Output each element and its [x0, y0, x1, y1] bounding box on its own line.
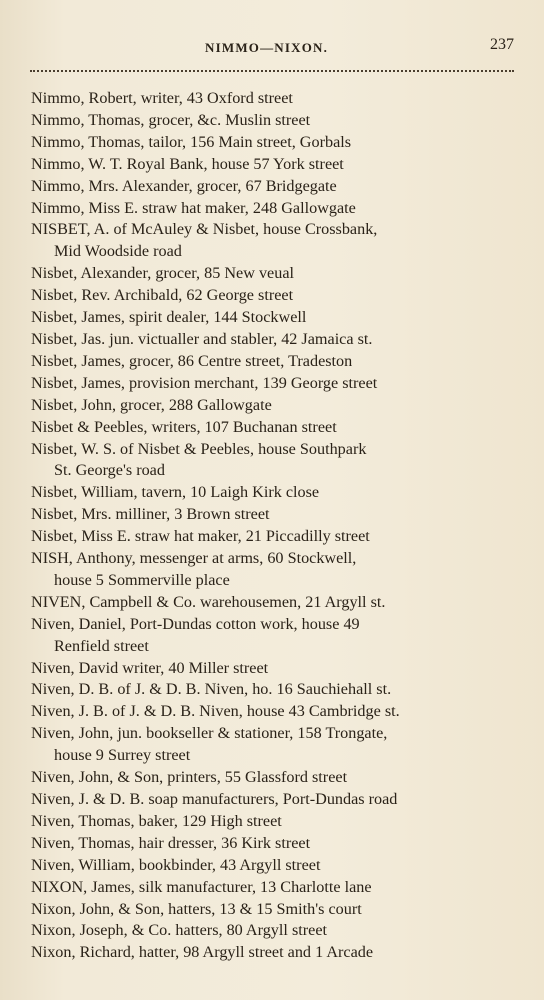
- entry-niven-john-jun-continued: house 9 Surrey street: [54, 746, 191, 765]
- entry-nimmo-robert: Nimmo, Robert, writer, 43 Oxford street: [31, 89, 293, 107]
- entry-nish-anthony-continued: house 5 Sommerville place: [54, 570, 230, 589]
- entry-nisbet-miss-e: Nisbet, Miss E. straw hat maker, 21 Piccadilly street: [31, 527, 370, 546]
- entry-nimmo-wt: Nimmo, W. T. Royal Bank, house 57 York street: [31, 154, 344, 173]
- entry-nisbet-mrs: Nisbet, Mrs. milliner, 3 Brown street: [31, 505, 270, 524]
- header-rule: [30, 70, 514, 72]
- entry-niven-thomas-baker: Niven, Thomas, baker, 129 High street: [31, 811, 282, 830]
- entry-nimmo-thomas-grocer: Nimmo, Thomas, grocer, &c. Muslin street: [31, 110, 311, 129]
- entry-nimmo-mrs-alexander: Nimmo, Mrs. Alexander, grocer, 67 Bridgegate: [31, 176, 337, 195]
- entry-niven-daniel-continued: Renfield street: [54, 636, 149, 655]
- page-number: 237: [490, 36, 514, 53]
- entry-nimmo-thomas-tailor: Nimmo, Thomas, tailor, 156 Main street, Gorbals: [31, 132, 352, 151]
- entry-niven-campbell: NIVEN, Campbell & Co. warehousemen, 21 Argyll st.: [31, 592, 386, 611]
- entry-nixon-john: Nixon, John, & Son, hatters, 13 & 15 Smith's court: [31, 899, 362, 918]
- entry-nisbet-james-provision: Nisbet, James, provision merchant, 139 George street: [31, 373, 378, 392]
- entry-nisbet-ws: Nisbet, W. S. of Nisbet & Peebles, house Southpark: [31, 439, 367, 458]
- entry-niven-john-son: Niven, John, & Son, printers, 55 Glassford street: [31, 768, 348, 787]
- entry-nisbet-peebles: Nisbet & Peebles, writers, 107 Buchanan street: [31, 417, 337, 436]
- entry-niven-david: Niven, David writer, 40 Miller street: [31, 658, 269, 677]
- entry-niven-jb: Niven, J. B. of J. & D. B. Niven, house 43 Cambridge st.: [31, 702, 400, 721]
- entry-nimmo-miss-e: Nimmo, Miss E. straw hat maker, 248 Gallowgate: [31, 198, 356, 217]
- page-header: [0, 36, 544, 60]
- entry-niven-thomas-hair: Niven, Thomas, hair dresser, 36 Kirk street: [31, 833, 311, 852]
- entry-niven-john-jun: Niven, John, jun. bookseller & stationer, 158 Trongate,: [31, 724, 388, 743]
- entry-nish-anthony: NISH, Anthony, messenger at arms, 60 Stockwell,: [31, 549, 357, 568]
- entry-niven-jdb: Niven, J. & D. B. soap manufacturers, Port-Dundas road: [31, 790, 398, 808]
- entry-niven-william: Niven, William, bookbinder, 43 Argyll street: [31, 855, 321, 874]
- entry-nisbet-a: NISBET, A. of McAuley & Nisbet, house Crossbank,: [31, 220, 378, 239]
- entry-nixon-james: NIXON, James, silk manufacturer, 13 Charlotte lane: [31, 877, 372, 896]
- entry-nixon-joseph: Nixon, Joseph, & Co. hatters, 80 Argyll street: [31, 921, 327, 940]
- running-head: NIMMO—NIXON.: [205, 40, 329, 55]
- entry-nisbet-william: Nisbet, William, tavern, 10 Laigh Kirk close: [31, 483, 320, 502]
- directory-entries: [31, 88, 521, 964]
- entry-niven-db: Niven, D. B. of J. & D. B. Niven, ho. 16 Sauchiehall st.: [31, 680, 392, 699]
- entry-nixon-richard: Nixon, Richard, hatter, 98 Argyll street and 1 Arcade: [31, 943, 374, 962]
- entry-nisbet-ws-continued: St. George's road: [54, 461, 165, 480]
- entry-nisbet-jas-jun: Nisbet, Jas. jun. victualler and stabler, 42 Jamaica st.: [31, 329, 373, 348]
- entry-nisbet-a-continued: Mid Woodside road: [54, 242, 182, 261]
- entry-niven-daniel: Niven, Daniel, Port-Dundas cotton work, house 49: [31, 614, 360, 633]
- entry-nisbet-rev-archibald: Nisbet, Rev. Archibald, 62 George street: [31, 286, 294, 305]
- entry-nisbet-alexander: Nisbet, Alexander, grocer, 85 New veual: [31, 264, 295, 283]
- entry-nisbet-james-grocer: Nisbet, James, grocer, 86 Centre street, Tradeston: [31, 351, 353, 370]
- entry-nisbet-james-spirit: Nisbet, James, spirit dealer, 144 Stockwell: [31, 308, 307, 327]
- entry-nisbet-john: Nisbet, John, grocer, 288 Gallowgate: [31, 395, 272, 414]
